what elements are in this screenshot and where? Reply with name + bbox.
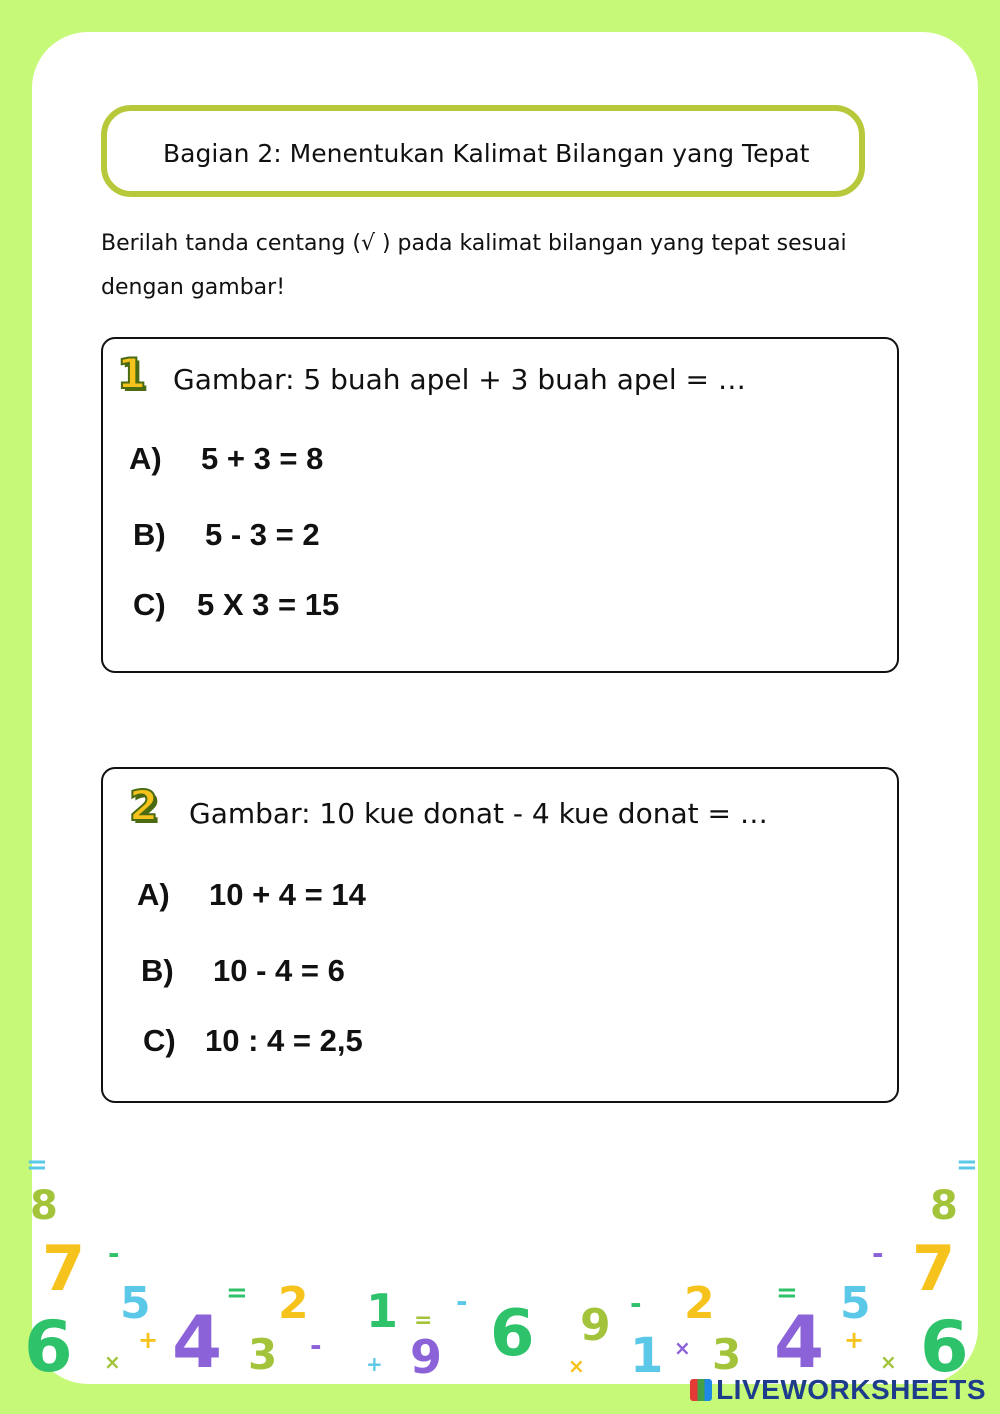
- option-label: B): [141, 953, 174, 988]
- plus-decoration: +: [366, 1352, 383, 1376]
- question-1-card: [101, 337, 899, 673]
- option-text: 10 + 4 = 14: [209, 877, 366, 912]
- option-label: C): [133, 587, 166, 622]
- section-title: Bagian 2: Menentukan Kalimat Bilangan yang Tepat: [163, 139, 810, 168]
- digit-decoration: 9: [410, 1330, 443, 1384]
- times-decoration: ×: [104, 1350, 121, 1374]
- instruction-text: [101, 222, 901, 310]
- watermark-text: LIVEWORKSHEETS: [716, 1374, 986, 1405]
- question-2-prompt: Gambar: 10 kue donat - 4 kue donat = …: [189, 797, 768, 830]
- question-2-option-b[interactable]: [141, 953, 345, 989]
- option-text: 10 - 4 = 6: [213, 953, 345, 988]
- minus-decoration: -: [456, 1285, 468, 1318]
- minus-decoration: -: [310, 1329, 322, 1362]
- question-2-option-a[interactable]: [137, 877, 366, 913]
- digit-decoration: 7: [42, 1232, 86, 1305]
- equals-decoration: =: [776, 1278, 798, 1308]
- equals-decoration: =: [956, 1150, 978, 1180]
- option-label: A): [129, 441, 162, 476]
- digit-decoration: 6: [490, 1297, 535, 1371]
- digit-decoration: 1: [366, 1284, 399, 1338]
- digit-decoration: 4: [774, 1300, 825, 1384]
- digit-decoration: 8: [30, 1183, 58, 1229]
- minus-decoration: -: [630, 1287, 642, 1320]
- equals-decoration: =: [26, 1150, 48, 1180]
- digit-decoration: 3: [712, 1330, 742, 1379]
- plus-decoration: +: [138, 1326, 159, 1354]
- option-label: C): [143, 1023, 176, 1058]
- digit-decoration: 4: [172, 1300, 223, 1384]
- option-text: 10 : 4 = 2,5: [205, 1023, 363, 1058]
- digit-decoration: 2: [278, 1278, 309, 1329]
- instruction-line-1: Berilah tanda centang (√ ) pada kalimat bilangan yang tepat sesuai: [101, 231, 847, 256]
- digit-decoration: 5: [840, 1278, 871, 1329]
- times-decoration: ×: [568, 1354, 585, 1378]
- question-1-option-b[interactable]: [133, 517, 320, 553]
- question-2-option-c[interactable]: [143, 1023, 363, 1059]
- option-text: 5 + 3 = 8: [201, 441, 324, 476]
- digit-decoration: 5: [120, 1278, 151, 1329]
- equals-decoration: =: [414, 1308, 433, 1333]
- question-1-option-a[interactable]: [129, 441, 323, 477]
- instruction-line-2: dengan gambar!: [101, 275, 286, 300]
- digit-decoration: 6: [920, 1306, 969, 1388]
- option-text: 5 X 3 = 15: [197, 587, 340, 622]
- minus-decoration: -: [872, 1237, 884, 1270]
- plus-decoration: +: [844, 1326, 865, 1354]
- liveworksheets-watermark: [690, 1374, 986, 1406]
- section-title-box: [101, 105, 865, 197]
- digit-decoration: 3: [248, 1330, 278, 1379]
- times-decoration: ×: [880, 1350, 897, 1374]
- digit-decoration: 9: [580, 1300, 611, 1351]
- digit-decoration: 1: [630, 1328, 664, 1384]
- question-1-option-c[interactable]: [133, 587, 339, 623]
- minus-decoration: -: [108, 1237, 120, 1270]
- option-text: 5 - 3 = 2: [205, 517, 320, 552]
- option-label: B): [133, 517, 166, 552]
- times-decoration: ×: [674, 1336, 691, 1360]
- digit-decoration: 6: [24, 1306, 73, 1388]
- liveworksheets-logo-icon: [690, 1379, 712, 1401]
- question-1-number-badge: 1: [117, 349, 147, 398]
- question-2-card: [101, 767, 899, 1103]
- digit-decoration: 2: [684, 1278, 715, 1329]
- question-2-number-badge: 2: [129, 781, 159, 830]
- equals-decoration: =: [226, 1278, 248, 1308]
- digit-decoration: 7: [912, 1232, 956, 1305]
- option-label: A): [137, 877, 170, 912]
- digit-decoration: 8: [930, 1183, 958, 1229]
- question-1-prompt: Gambar: 5 buah apel + 3 buah apel = …: [173, 363, 746, 396]
